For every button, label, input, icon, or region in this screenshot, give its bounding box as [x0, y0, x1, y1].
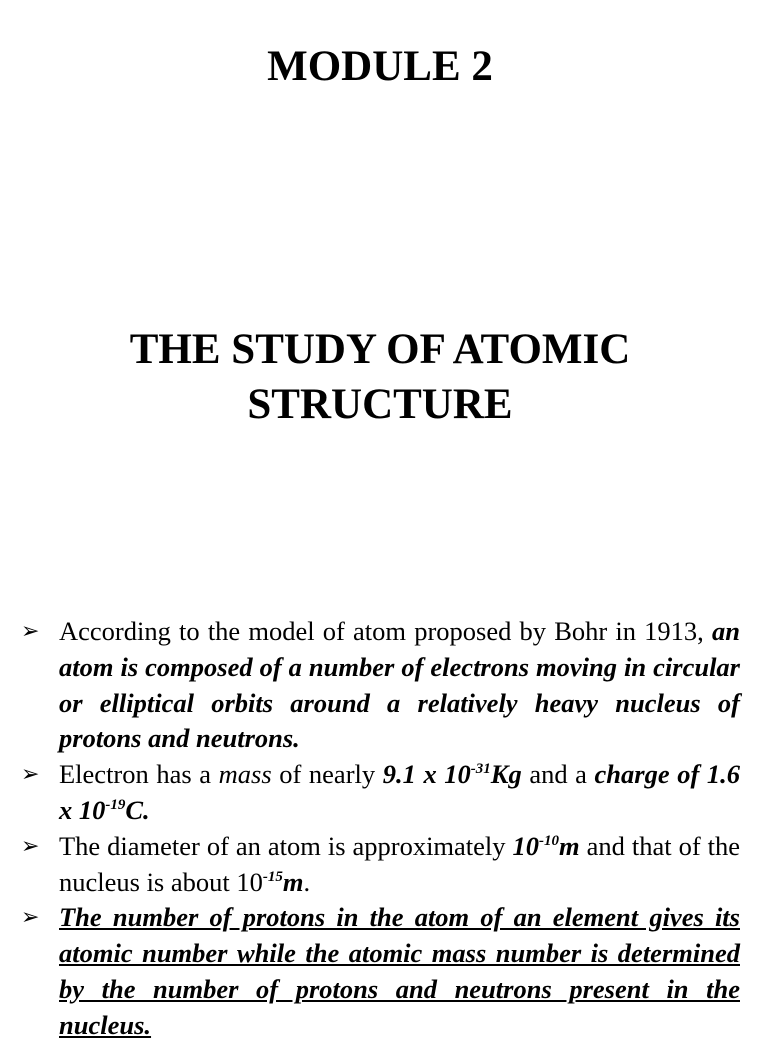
- main-title-line-1: THE STUDY OF ATOMIC: [129, 326, 631, 373]
- mass-value-exponent: -31: [470, 761, 491, 778]
- main-title: [0, 322, 760, 432]
- atom-diameter-base: 10: [512, 830, 540, 861]
- bullet-emphasis: an atom is composed of a number of electrons moving in circular or elliptical orbits around a relatively heavy nucleus of protons and neutrons.: [59, 616, 740, 754]
- mass-value-base: 9.1 x 10: [382, 759, 471, 790]
- arrowhead-bullet-icon: ➢: [21, 833, 40, 859]
- bullet-item-atomic-number: [0, 900, 768, 1043]
- arrowhead-bullet-icon: ➢: [21, 905, 40, 931]
- main-title-line-2: STRUCTURE: [247, 381, 513, 428]
- charge-unit: C.: [125, 794, 150, 825]
- bullet-text: According to the model of atom proposed by Bohr in 1913,: [59, 616, 712, 646]
- mass-value: [383, 759, 522, 789]
- arrowhead-bullet-icon: ➢: [21, 762, 40, 788]
- bullet-emphasis: The number of protons in the atom of an element gives its atomic number while the atomic mass number is determined by the number of protons and neutrons present in the nucleus.: [59, 902, 740, 1040]
- atom-diameter-exponent: -10: [539, 832, 560, 849]
- arrowhead-bullet-icon: ➢: [21, 619, 40, 644]
- atom-diameter-value: [513, 831, 580, 861]
- bullet-item-atom-diameter: [0, 829, 768, 901]
- bullet-text: of nearly: [271, 759, 383, 790]
- bullet-item-electron-mass: [0, 757, 768, 829]
- bullet-text: and a: [521, 759, 595, 790]
- mass-word: mass: [218, 759, 272, 790]
- mass-unit: Kg: [490, 759, 522, 790]
- bullet-text: .: [303, 866, 311, 897]
- module-title: MODULE 2: [267, 43, 493, 90]
- bullet-list: [0, 614, 768, 1044]
- bullet-text: Electron has a: [59, 759, 219, 790]
- nucleus-diameter-unit: m: [282, 866, 304, 897]
- atom-diameter-unit: m: [559, 830, 580, 861]
- bullet-text: and that of the nucleus is about 10: [59, 830, 740, 897]
- bullet-text: The diameter of an atom is approximately: [59, 830, 513, 861]
- nucleus-diameter-exponent: -15: [262, 868, 283, 885]
- charge-exponent: -19: [105, 797, 126, 814]
- charge-text: charge of 1.6 x 10: [59, 759, 741, 825]
- bullet-item-bohr-model: [0, 614, 768, 757]
